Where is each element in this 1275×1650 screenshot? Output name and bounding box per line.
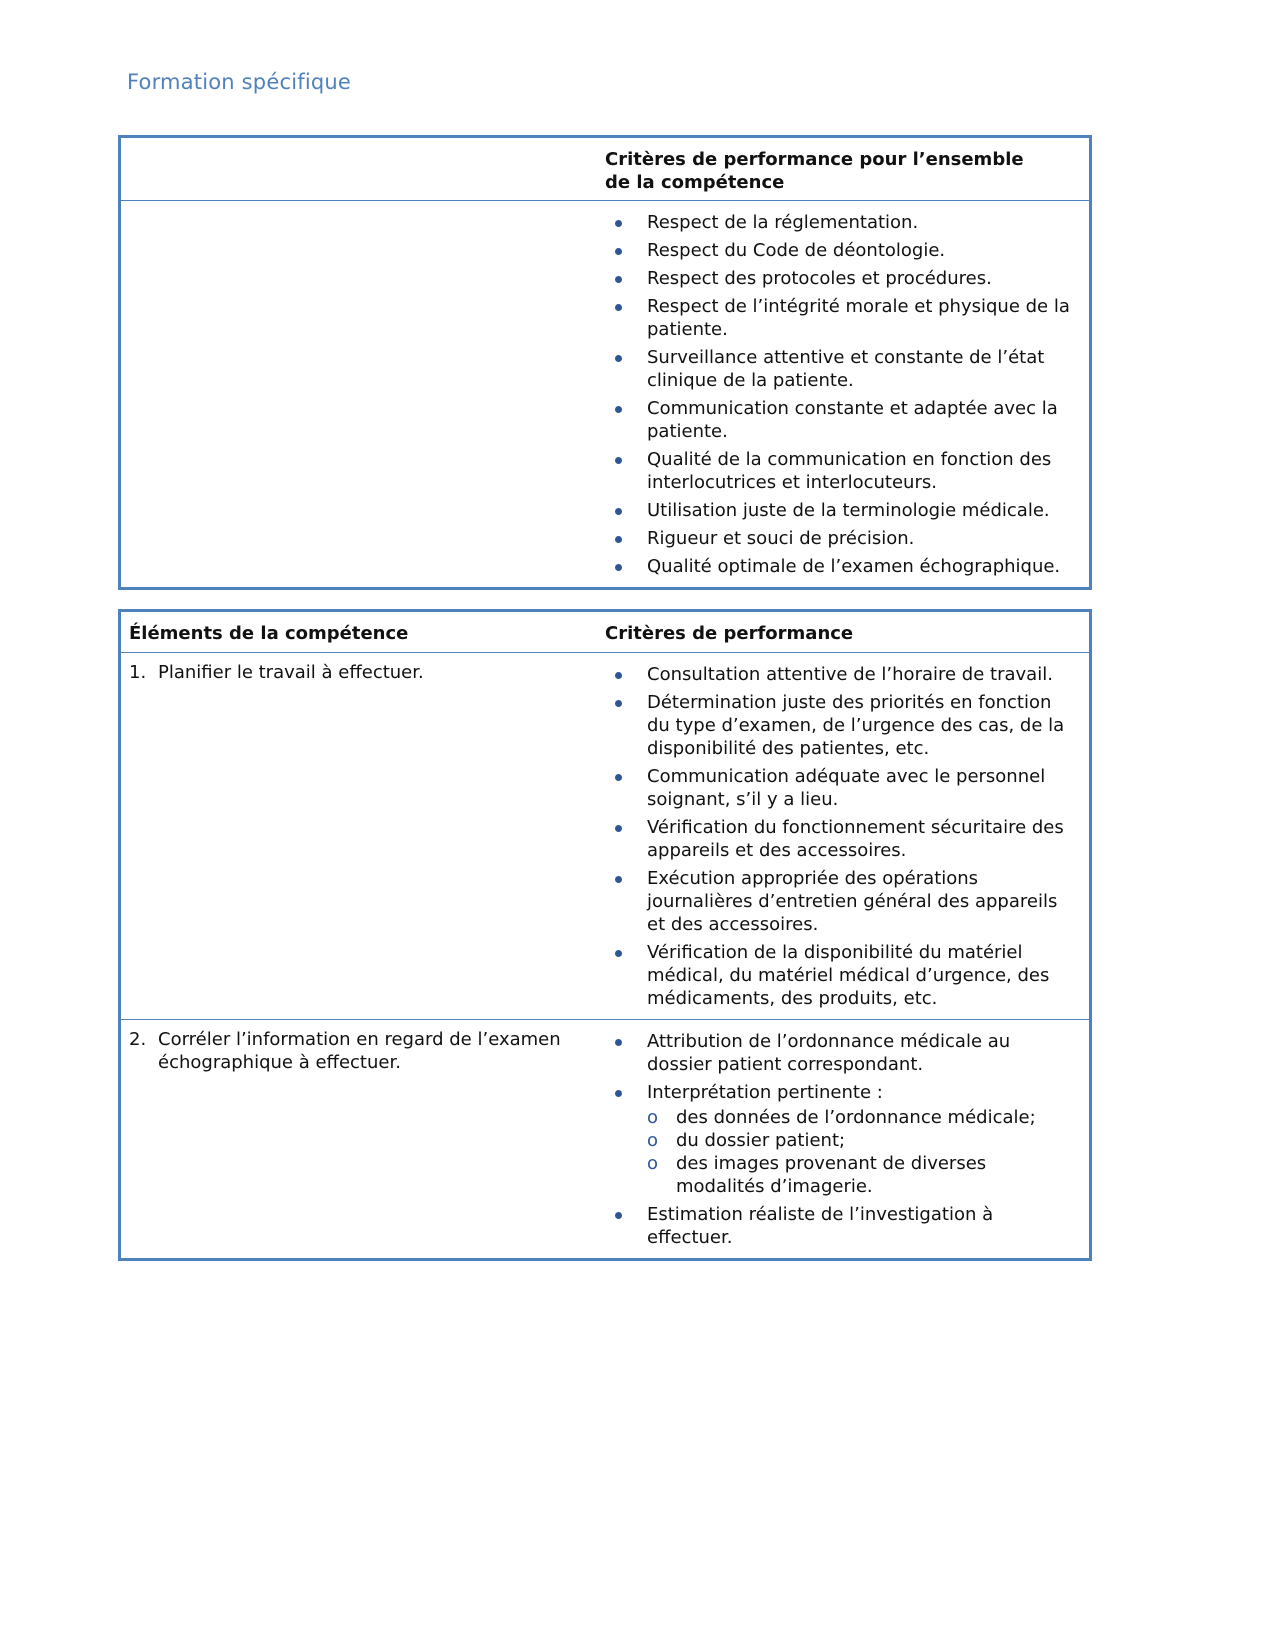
criterion-text: Consultation attentive de l’horaire de travail. bbox=[647, 664, 1053, 685]
criterion-item bbox=[605, 211, 1079, 234]
criterion-text: Respect des protocoles et procédures. bbox=[647, 268, 992, 289]
criterion-item bbox=[605, 555, 1079, 578]
criterion-item bbox=[605, 1203, 1079, 1249]
criterion-item bbox=[605, 267, 1079, 290]
overall-criteria-table bbox=[118, 135, 1092, 590]
criteria-list bbox=[597, 201, 1089, 587]
empty-header-cell bbox=[120, 137, 598, 201]
table-header-row bbox=[120, 137, 1091, 201]
criterion-text: Qualité optimale de l’examen échographique. bbox=[647, 556, 1061, 577]
competence-element bbox=[121, 653, 597, 684]
criterion-text: Vérification du fonctionnement sécuritaire des appareils et des accessoires. bbox=[647, 817, 1064, 861]
criterion-item bbox=[605, 941, 1079, 1010]
criterion-text: Rigueur et souci de précision. bbox=[647, 528, 915, 549]
criteria-list bbox=[597, 653, 1089, 1019]
element-number: 2. bbox=[129, 1029, 147, 1050]
element-cell bbox=[120, 653, 598, 1020]
criterion-item bbox=[605, 867, 1079, 936]
criterion-text: Estimation réaliste de l’investigation à effectuer. bbox=[647, 1204, 994, 1248]
table-row bbox=[120, 653, 1091, 1020]
criterion-text: Détermination juste des priorités en fonction du type d’examen, de l’urgence des cas, de la disponibilité des patientes, etc. bbox=[647, 692, 1065, 759]
criterion-item bbox=[605, 239, 1079, 262]
criterion-item bbox=[605, 1081, 1079, 1198]
criterion-text: Exécution appropriée des opérations journalières d’entretien général des appareils et des accessoires. bbox=[647, 868, 1058, 935]
criteria-cell bbox=[597, 1020, 1091, 1260]
criteria-header: Critères de performance bbox=[597, 611, 1091, 653]
sub-criterion-item: o des images provenant de diverses modalités d’imagerie. bbox=[647, 1152, 1079, 1198]
table-header-row bbox=[120, 611, 1091, 653]
criterion-item bbox=[605, 295, 1079, 341]
competence-elements-table bbox=[118, 609, 1092, 1261]
element-text: Planifier le travail à effectuer. bbox=[158, 662, 424, 683]
criterion-item bbox=[605, 448, 1079, 494]
sub-criterion-item: o du dossier patient; bbox=[647, 1129, 1079, 1152]
criterion-item bbox=[605, 691, 1079, 760]
criteria-list bbox=[597, 1020, 1089, 1258]
element-text: Corréler l’information en regard de l’examen échographique à effectuer. bbox=[158, 1029, 561, 1073]
criterion-item bbox=[605, 499, 1079, 522]
competence-element bbox=[121, 1020, 597, 1074]
criterion-text: Respect de l’intégrité morale et physique de la patiente. bbox=[647, 296, 1070, 340]
criterion-item bbox=[605, 765, 1079, 811]
header-line: Critères de performance pour l’ensemble bbox=[605, 149, 1024, 170]
criterion-text: Attribution de l’ordonnance médicale au dossier patient correspondant. bbox=[647, 1031, 1011, 1075]
table-row bbox=[120, 1020, 1091, 1260]
criterion-item bbox=[605, 1030, 1079, 1076]
criterion-text: Respect du Code de déontologie. bbox=[647, 240, 946, 261]
sub-criterion-item: o des données de l’ordonnance médicale; bbox=[647, 1106, 1079, 1129]
criterion-text: Communication adéquate avec le personnel soignant, s’il y a lieu. bbox=[647, 766, 1046, 810]
header-line: de la compétence bbox=[605, 172, 785, 193]
criterion-item bbox=[605, 527, 1079, 550]
overall-criteria-header bbox=[597, 137, 1091, 201]
empty-cell bbox=[120, 201, 598, 589]
table-row bbox=[120, 201, 1091, 589]
criterion-item bbox=[605, 663, 1079, 686]
criterion-text: Respect de la réglementation. bbox=[647, 212, 919, 233]
criterion-text: Interprétation pertinente : bbox=[647, 1082, 883, 1103]
sub-criteria-list bbox=[647, 1106, 1079, 1198]
criterion-text: Qualité de la communication en fonction des interlocutrices et interlocuteurs. bbox=[647, 449, 1052, 493]
criterion-text: Communication constante et adaptée avec la patiente. bbox=[647, 398, 1058, 442]
elements-header: Éléments de la compétence bbox=[120, 611, 598, 653]
criterion-text: Vérification de la disponibilité du matériel médical, du matériel médical d’urgence, des médicaments, des produits, etc. bbox=[647, 942, 1050, 1009]
criterion-item bbox=[605, 346, 1079, 392]
element-number: 1. bbox=[129, 662, 147, 683]
element-cell bbox=[120, 1020, 598, 1260]
criteria-cell bbox=[597, 653, 1091, 1020]
criterion-item bbox=[605, 816, 1079, 862]
criterion-text: Surveillance attentive et constante de l’état clinique de la patiente. bbox=[647, 347, 1045, 391]
criteria-cell bbox=[597, 201, 1091, 589]
page-title: Formation spécifique bbox=[127, 70, 352, 94]
criterion-text: Utilisation juste de la terminologie médicale. bbox=[647, 500, 1050, 521]
criterion-item bbox=[605, 397, 1079, 443]
